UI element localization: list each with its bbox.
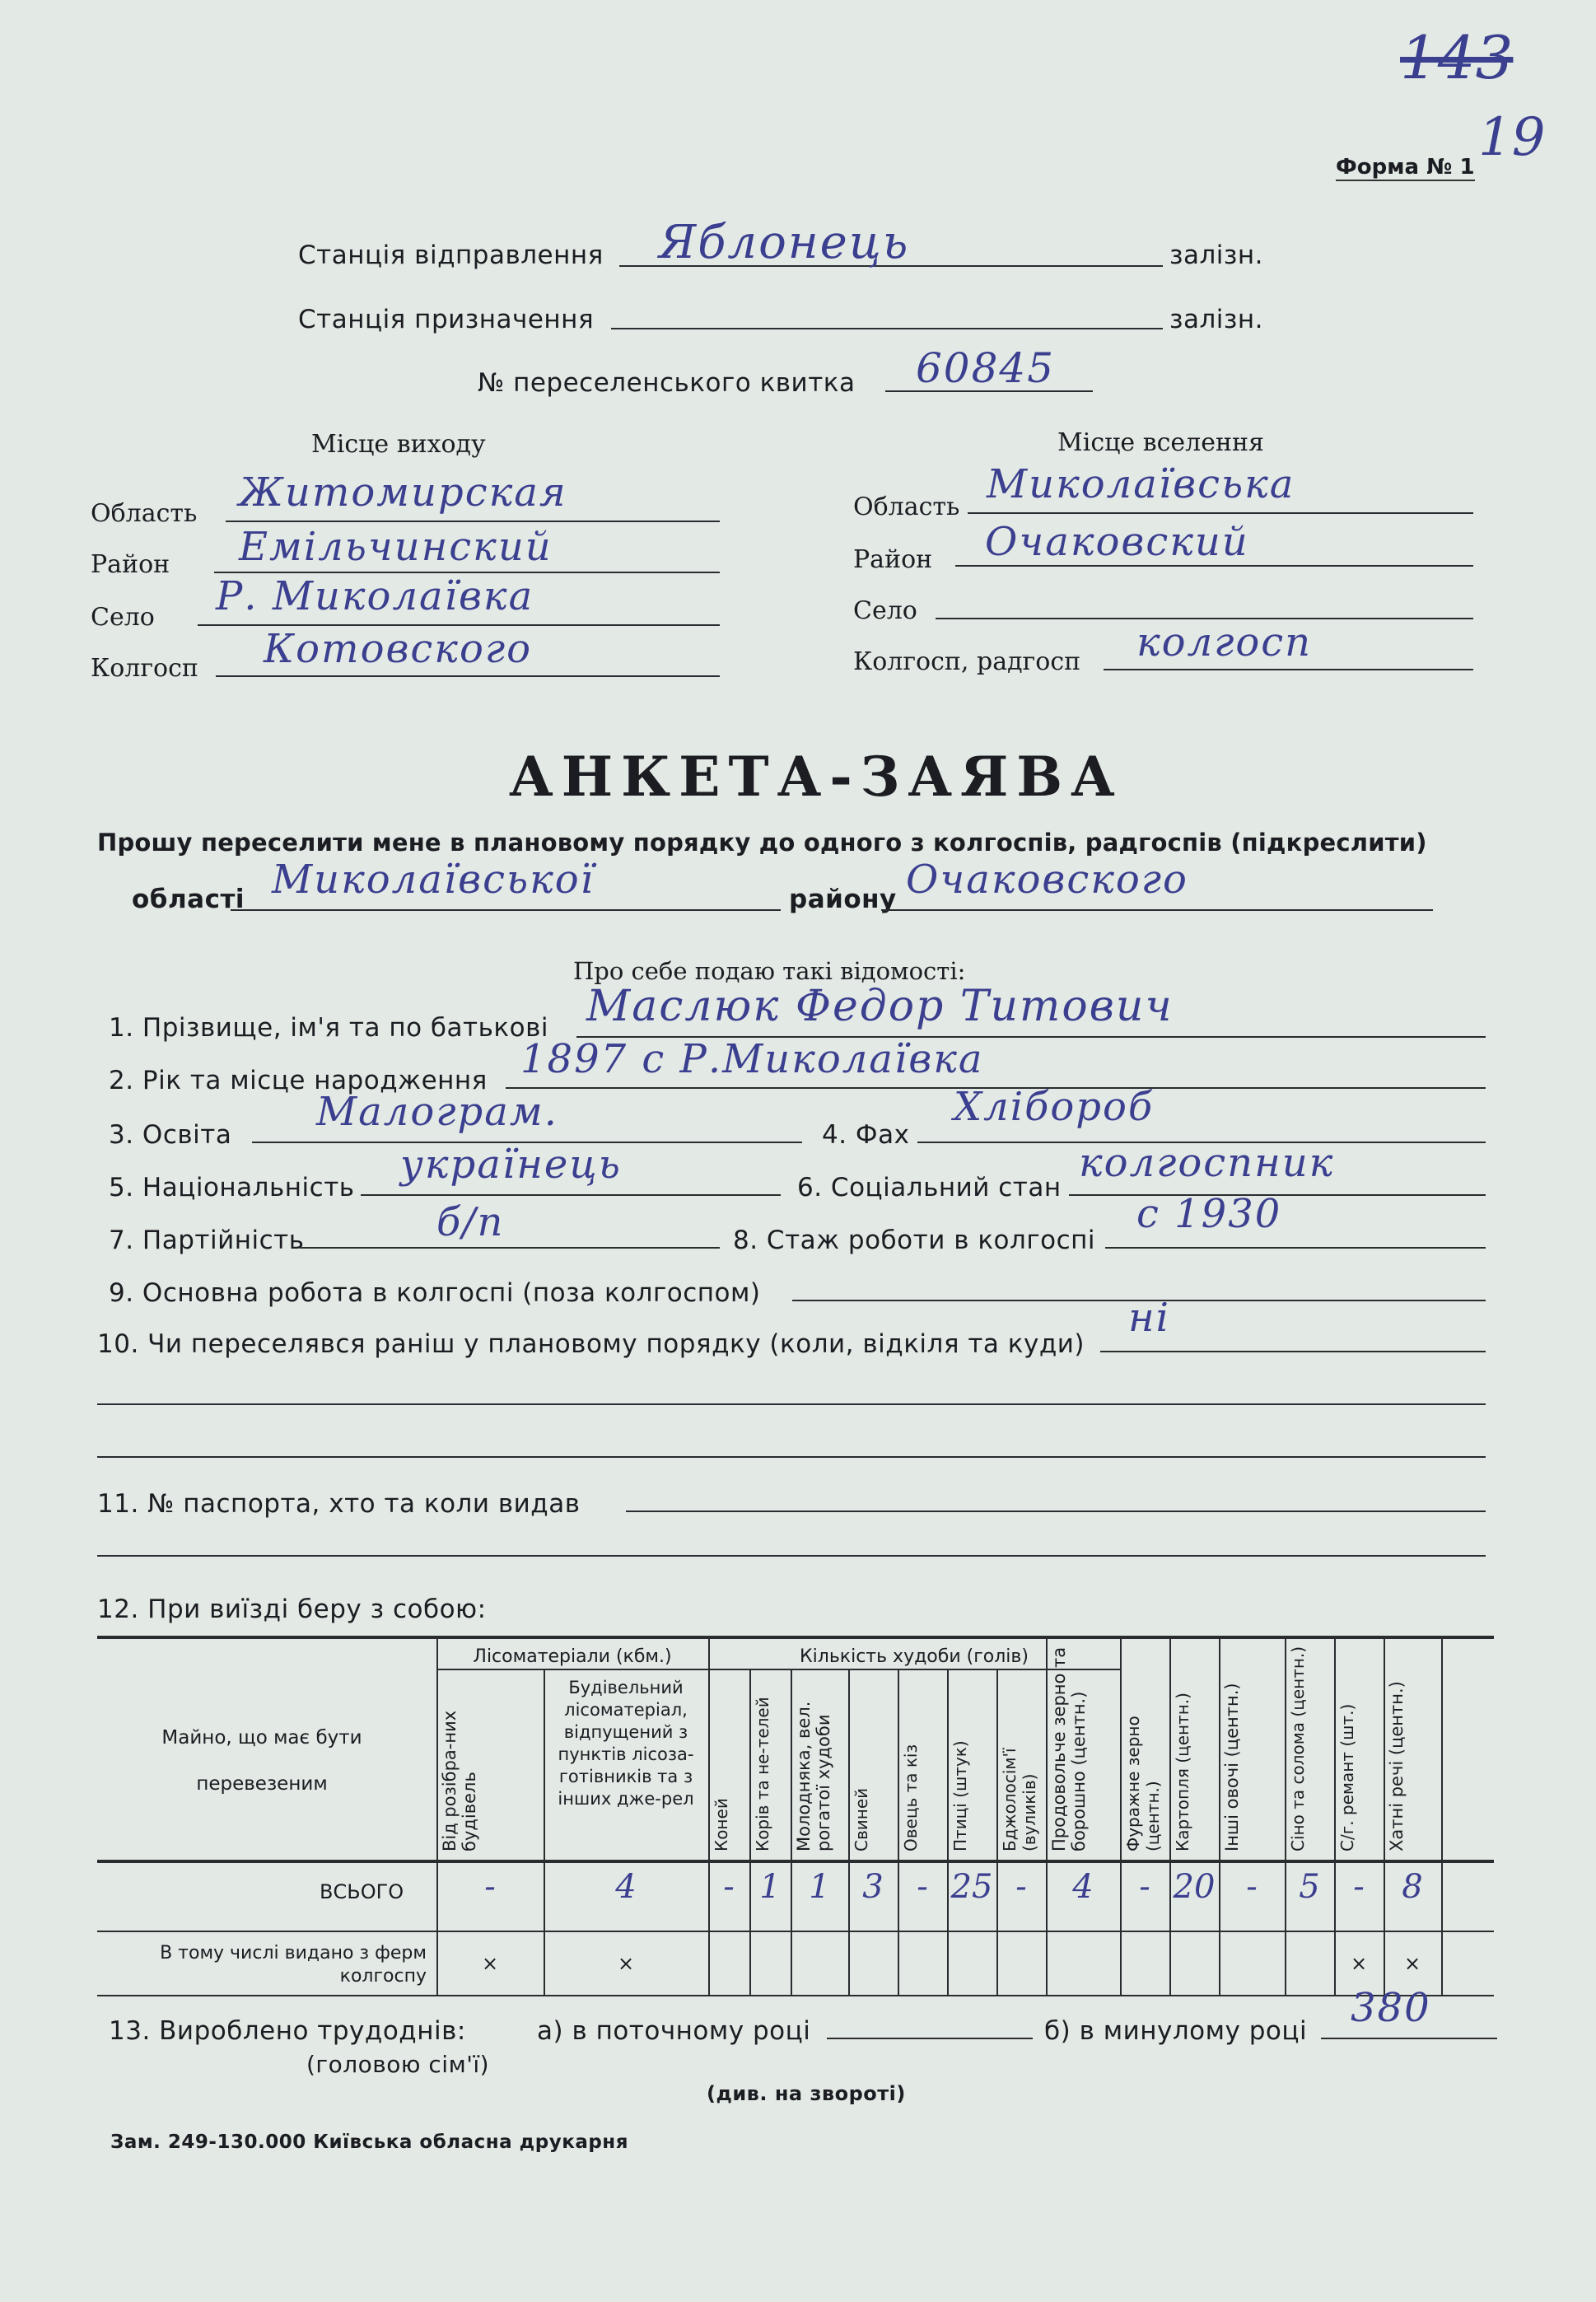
- q6-label: 6. Соціальний стан: [797, 1173, 1062, 1202]
- farm-cell: ×: [1403, 1952, 1421, 1975]
- table-col-divider: [898, 1669, 899, 1995]
- table-col-divider: [1441, 1636, 1443, 1995]
- table-col-divider: [791, 1669, 792, 1995]
- total-cell: 3: [862, 1868, 884, 1906]
- request-line: Прошу переселити мене в плановому порядку до одного з колгоспів, радгоспів (підкреслити): [97, 829, 1427, 857]
- row-farm-label: В тому числі видано з ферм колгоспу: [160, 1943, 427, 1987]
- total-cell: -: [484, 1868, 496, 1906]
- dest-kolhosp-value: колгосп: [1136, 619, 1313, 665]
- rail-suffix-2: залізн.: [1169, 305, 1264, 334]
- table-col-divider: [1046, 1636, 1048, 1995]
- origin-kolhosp-value: Котовского: [264, 626, 532, 672]
- total-cell: 20: [1173, 1868, 1216, 1906]
- destination-station-line: [611, 328, 1163, 329]
- table-col-divider: [1334, 1636, 1336, 1995]
- total-cell: -: [1015, 1868, 1027, 1906]
- q1-label: 1. Прізвище, ім'я та по батькові: [109, 1013, 548, 1043]
- q8-label: 8. Стаж роботи в колгоспі: [733, 1226, 1096, 1255]
- farm-cell: ×: [1350, 1952, 1368, 1975]
- table-col-header: Картопля (центн.): [1173, 1693, 1192, 1851]
- departure-station-value: Яблонець: [659, 216, 910, 269]
- table-col-header: Корів та не-телей: [753, 1697, 772, 1851]
- origin-oblast-line: [226, 521, 720, 522]
- origin-kolhosp-line: [216, 675, 720, 677]
- q6-value: колгоспник: [1079, 1140, 1335, 1186]
- total-cell: 5: [1299, 1868, 1320, 1906]
- q8-line: [1105, 1247, 1486, 1249]
- table-col-header: Коней: [712, 1798, 731, 1851]
- total-cell: 1: [759, 1868, 781, 1906]
- q11-line-2: [97, 1555, 1486, 1557]
- workdays-b-value: 380: [1351, 1985, 1431, 2031]
- form-number: Форма № 1: [1336, 155, 1475, 180]
- row-total-label: ВСЬОГО: [320, 1880, 404, 1903]
- table-col-divider: [708, 1636, 710, 1995]
- printer-imprint: Зам. 249-130.000 Київська обласна друкарня: [110, 2132, 628, 2153]
- total-cell: -: [723, 1868, 735, 1906]
- table-col-divider: [947, 1669, 949, 1995]
- total-cell: 4: [1072, 1868, 1094, 1906]
- q12-label: 12. При виїзді беру з собою:: [97, 1595, 487, 1624]
- workdays-a-line: [827, 2038, 1033, 2039]
- total-cell: 8: [1402, 1868, 1423, 1906]
- q10-line-2: [97, 1403, 1486, 1405]
- table-col-divider: [996, 1669, 998, 1995]
- q2-label: 2. Рік та місце народження: [109, 1066, 488, 1095]
- dest-raion-label: Район: [853, 545, 933, 574]
- ticket-value: 60845: [916, 344, 1056, 392]
- about-heading: Про себе подаю такі відомості:: [573, 957, 966, 985]
- origin-kolhosp-label: Колгосп: [91, 654, 198, 683]
- table-bottom-border: [97, 1995, 1494, 1996]
- total-cell: 4: [615, 1868, 637, 1906]
- table-col-header: Будівельний лісоматеріал, відпущений з пунктів лісоза-готівників та з інших дже-рел: [558, 1678, 694, 1809]
- table-col-divider: [1169, 1636, 1171, 1995]
- table-col-header: Молодняка, вел. рогатої худоби: [794, 1701, 833, 1851]
- timber-group-header: Лісоматеріали (кбм.): [473, 1646, 672, 1667]
- dest-kolhosp-line: [1104, 669, 1473, 670]
- request-raion-line: [881, 909, 1433, 911]
- table-col-header: Свиней: [852, 1787, 871, 1851]
- request-raion-value: Очаковского: [906, 857, 1188, 903]
- table-col-divider: [1384, 1636, 1385, 1995]
- destination-heading: Місце вселення: [1057, 428, 1264, 457]
- table-col-header: Сіно та солома (центн.): [1288, 1646, 1308, 1851]
- dest-kolhosp-label: Колгосп, радгосп: [853, 647, 1081, 676]
- archive-number-old: 143: [1400, 23, 1514, 92]
- table-col-header: Овець та кіз: [901, 1744, 921, 1851]
- departure-station-label: Станція відправлення: [298, 240, 604, 270]
- q7-line: [300, 1247, 720, 1249]
- total-cell: -: [1246, 1868, 1258, 1906]
- q11-label: 11. № паспорта, хто та коли видав: [97, 1489, 581, 1519]
- request-oblast-value: Миколаївської: [272, 857, 595, 903]
- table-col-divider: [436, 1636, 438, 1995]
- workdays-sub-label: (головою сім'ї): [306, 2051, 490, 2078]
- q1-value: Маслюк Федор Титович: [586, 982, 1174, 1031]
- destination-station-label: Станція призначення: [298, 305, 595, 334]
- origin-heading: Місце виходу: [311, 430, 486, 459]
- origin-raion-label: Район: [91, 550, 170, 579]
- dest-oblast-label: Область: [853, 493, 960, 521]
- q5-line: [361, 1194, 781, 1196]
- request-oblast-label: області: [132, 885, 245, 914]
- origin-oblast-value: Житомирская: [239, 469, 567, 516]
- q5-value: українець: [400, 1142, 622, 1188]
- dest-selo-label: Село: [853, 596, 917, 625]
- dest-oblast-line: [968, 512, 1473, 514]
- table-col0-header: Майно, що має бути перевезеним: [161, 1727, 362, 1795]
- q10-value: ні: [1128, 1295, 1170, 1341]
- q3-label: 3. Освіта: [109, 1120, 232, 1150]
- q9-label: 9. Основна робота в колгоспі (поза колгоспом): [109, 1278, 761, 1308]
- total-cell: 1: [809, 1868, 830, 1906]
- table-col-divider: [1120, 1636, 1122, 1995]
- total-cell: 25: [950, 1868, 993, 1906]
- request-raion-label: району: [789, 885, 897, 914]
- origin-oblast-label: Область: [91, 499, 198, 528]
- table-col-header: Фуражне зерно (центн.): [1123, 1716, 1163, 1851]
- archive-number-new: 19: [1478, 107, 1546, 168]
- timber-group-line: [436, 1669, 708, 1670]
- q7-value: б/п: [436, 1199, 505, 1245]
- q7-label: 7. Партійність: [109, 1226, 305, 1255]
- table-col-header: С/г. ремант (шт.): [1337, 1703, 1357, 1851]
- belongings-table: [97, 1636, 1494, 1998]
- total-cell: -: [1353, 1868, 1365, 1906]
- table-col-header: Від розібра-них будівель: [440, 1710, 479, 1851]
- q11-line: [626, 1511, 1486, 1512]
- origin-raion-value: Емільчинский: [239, 524, 553, 570]
- q4-label: 4. Фах: [822, 1120, 910, 1150]
- total-cell: -: [917, 1868, 928, 1906]
- cattle-group-header: Кількість худоби (голів): [800, 1646, 1029, 1667]
- table-col-divider: [1285, 1636, 1286, 1995]
- table-col-header: Хатні речі (центн.): [1387, 1681, 1407, 1851]
- see-reverse-note: (див. на звороті): [707, 2082, 906, 2105]
- total-cell: -: [1139, 1868, 1150, 1906]
- q3-value: Малограм.: [316, 1089, 558, 1135]
- table-col-header: Продовольче зерно та борошно (центн.): [1049, 1646, 1089, 1851]
- table-col-header: Бджолосім'ї (вуликів): [1000, 1748, 1039, 1851]
- workdays-label: 13. Вироблено трудоднів:: [109, 2016, 466, 2046]
- dest-raion-line: [955, 565, 1473, 567]
- origin-selo-label: Село: [91, 603, 155, 632]
- table-col-header: Птиці (штук): [950, 1740, 970, 1851]
- table-col-divider: [1219, 1636, 1220, 1995]
- form-title: АНКЕТА-ЗАЯВА: [509, 745, 1123, 809]
- workdays-b-label: б) в минулому році: [1044, 2016, 1308, 2046]
- q10-line-3: [97, 1456, 1486, 1458]
- q5-label: 5. Національність: [109, 1173, 355, 1202]
- workdays-b-line: [1321, 2038, 1497, 2039]
- table-col-header: [1444, 1642, 1491, 1851]
- farm-cell: ×: [481, 1952, 499, 1975]
- rail-suffix-1: залізн.: [1169, 240, 1264, 270]
- q10-label: 10. Чи переселявся раніш у плановому порядку (коли, відкіля та куди): [97, 1329, 1085, 1359]
- ticket-label: № переселенського квитка: [478, 368, 856, 398]
- dest-raion-value: Очаковский: [985, 519, 1249, 565]
- request-oblast-line: [231, 909, 781, 911]
- q10-line: [1100, 1351, 1486, 1352]
- table-col-divider: [544, 1669, 545, 1995]
- table-col-divider: [848, 1669, 850, 1995]
- q2-value: 1897 с Р.Миколаївка: [520, 1036, 984, 1082]
- origin-selo-value: Р. Миколаївка: [216, 573, 534, 619]
- farm-cell: ×: [617, 1952, 635, 1975]
- q8-value: с 1930: [1136, 1191, 1282, 1237]
- table-col-divider: [749, 1669, 751, 1995]
- workdays-a-label: а) в поточному році: [537, 2016, 811, 2046]
- dest-oblast-value: Миколаївська: [987, 461, 1295, 507]
- table-col-header: Інші овочі (центн.): [1222, 1683, 1242, 1851]
- q4-value: Хлібороб: [954, 1084, 1155, 1130]
